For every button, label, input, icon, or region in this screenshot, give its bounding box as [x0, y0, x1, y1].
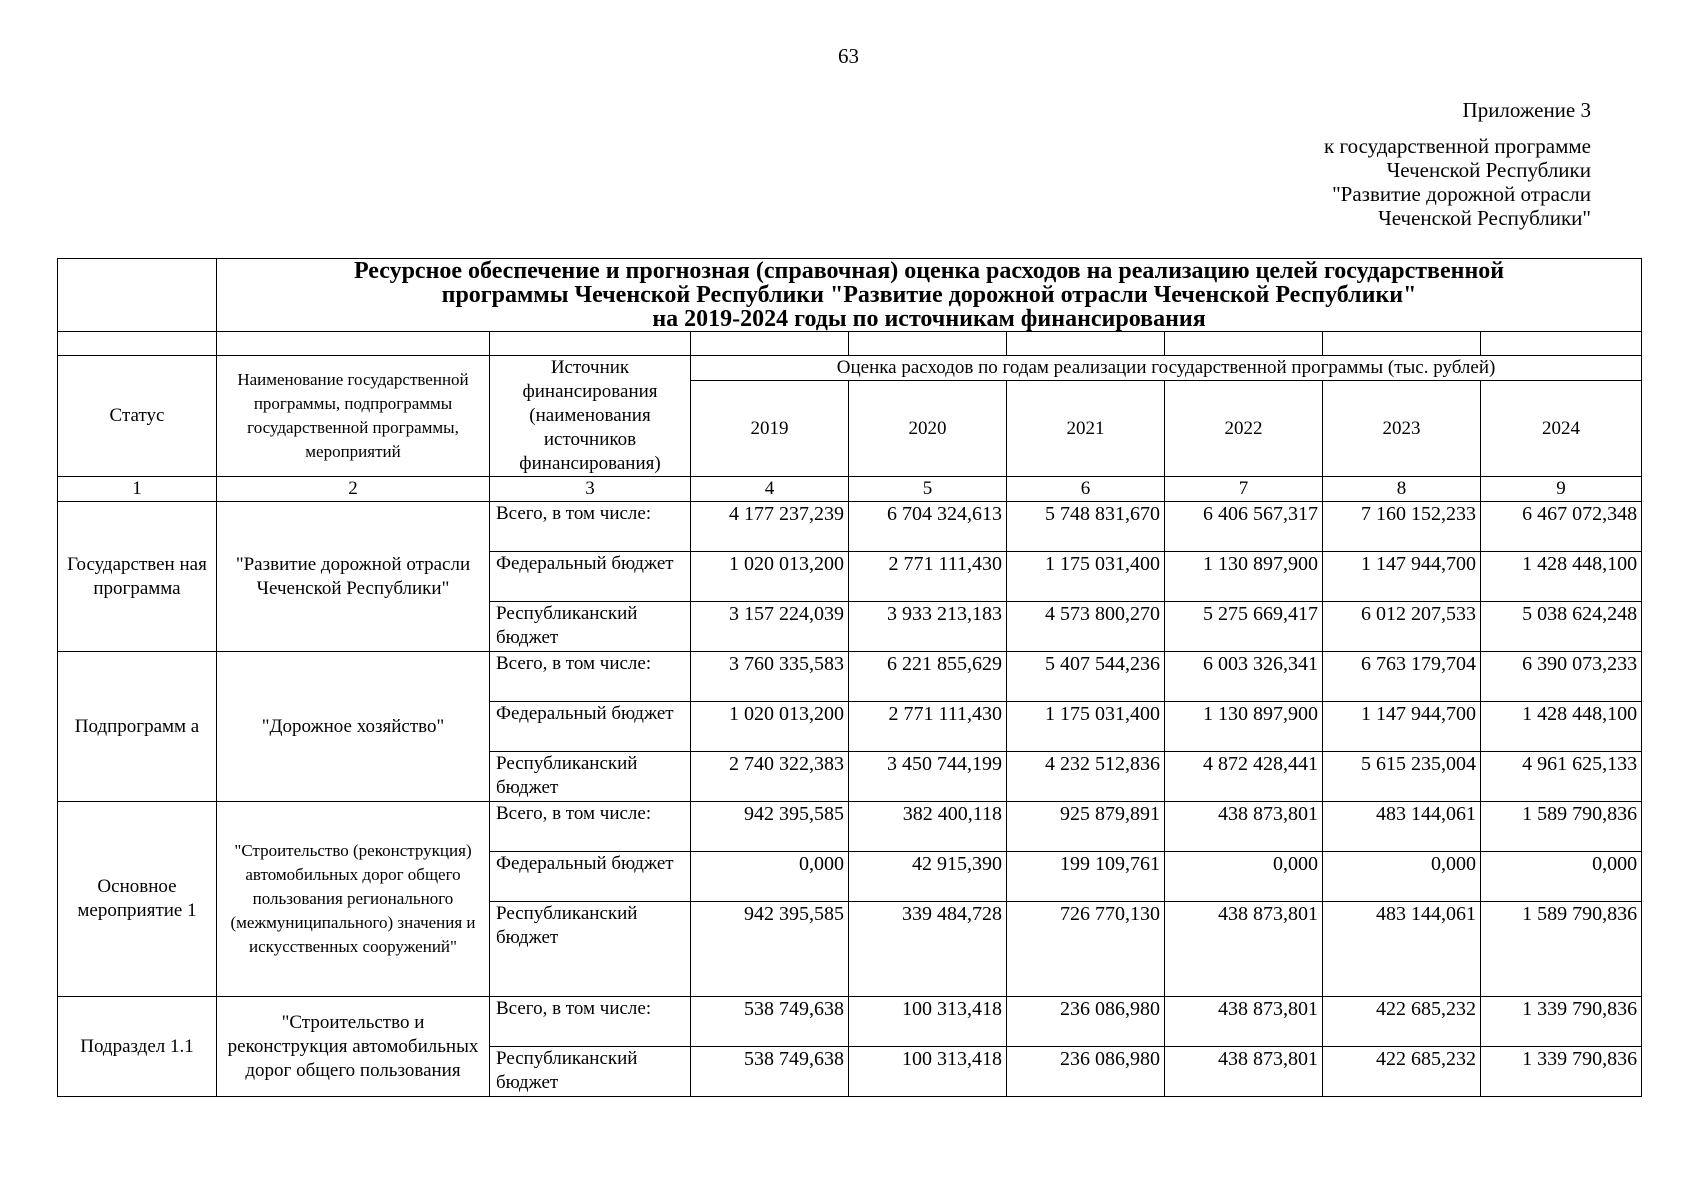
- empty-cell: [1165, 332, 1323, 356]
- column-number: 9: [1481, 477, 1642, 502]
- empty-cell: [1323, 332, 1481, 356]
- column-number: 4: [691, 477, 849, 502]
- source-cell: Республиканский бюджет: [490, 752, 691, 802]
- value-cell: 5 407 544,236: [1007, 652, 1165, 702]
- column-number-row: [58, 477, 1642, 502]
- value-cell: 438 873,801: [1165, 902, 1323, 997]
- empty-cell: [217, 332, 490, 356]
- table-row: [58, 652, 1642, 702]
- value-cell: 236 086,980: [1007, 1047, 1165, 1097]
- value-cell: 438 873,801: [1165, 1047, 1323, 1097]
- value-cell: 4 961 625,133: [1481, 752, 1642, 802]
- source-cell: Всего, в том числе:: [490, 802, 691, 852]
- value-cell: 6 704 324,613: [849, 502, 1007, 552]
- source-cell: Республиканский бюджет: [490, 902, 691, 997]
- value-cell: 7 160 152,233: [1323, 502, 1481, 552]
- value-cell: 1 147 944,700: [1323, 552, 1481, 602]
- source-cell: Всего, в том числе:: [490, 997, 691, 1047]
- empty-cell: [58, 259, 217, 332]
- value-cell: 1 589 790,836: [1481, 802, 1642, 852]
- program-name-cell: "Строительство (реконструкция) автомобильных дорог общего пользования регионального (межмуниципального) значения и искусственных сооружений": [217, 802, 490, 997]
- value-cell: 726 770,130: [1007, 902, 1165, 997]
- value-cell: 4 177 237,239: [691, 502, 849, 552]
- value-cell: 438 873,801: [1165, 997, 1323, 1047]
- table-row: [58, 502, 1642, 552]
- value-cell: 1 175 031,400: [1007, 702, 1165, 752]
- value-cell: 422 685,232: [1323, 997, 1481, 1047]
- table-title: [217, 259, 1642, 332]
- program-name-cell: "Строительство и реконструкция автомобильных дорог общего пользования: [217, 997, 490, 1097]
- value-cell: 6 003 326,341: [1165, 652, 1323, 702]
- value-cell: 42 915,390: [849, 852, 1007, 902]
- value-cell: 2 740 322,383: [691, 752, 849, 802]
- value-cell: 1 175 031,400: [1007, 552, 1165, 602]
- value-cell: 0,000: [1323, 852, 1481, 902]
- empty-cell: [58, 332, 217, 356]
- table-row: [58, 802, 1642, 852]
- header-year: 2024: [1481, 381, 1642, 477]
- value-cell: 1 147 944,700: [1323, 702, 1481, 752]
- value-cell: 1 020 013,200: [691, 552, 849, 602]
- appendix-line: "Развитие дорожной отрасли: [1332, 182, 1591, 206]
- value-cell: 0,000: [1481, 852, 1642, 902]
- value-cell: 5 615 235,004: [1323, 752, 1481, 802]
- empty-cell: [490, 332, 691, 356]
- table-title-line: на 2019-2024 годы по источникам финансирования: [652, 306, 1206, 332]
- appendix-block: [1324, 98, 1591, 230]
- value-cell: 5 275 669,417: [1165, 602, 1323, 652]
- appendix-line: Чеченской Республики: [1386, 158, 1591, 182]
- column-number: 8: [1323, 477, 1481, 502]
- page-number: 63: [838, 44, 859, 68]
- value-cell: 1 020 013,200: [691, 702, 849, 752]
- header-status: Статус: [58, 356, 217, 477]
- value-cell: 942 395,585: [691, 902, 849, 997]
- header-name: Наименование государственной программы, подпрограммы государственной программы, мероприятий: [217, 356, 490, 477]
- header-year: 2022: [1165, 381, 1323, 477]
- value-cell: 2 771 111,430: [849, 702, 1007, 752]
- value-cell: 4 232 512,836: [1007, 752, 1165, 802]
- value-cell: 3 760 335,583: [691, 652, 849, 702]
- header-row-1: [58, 356, 1642, 381]
- value-cell: 100 313,418: [849, 1047, 1007, 1097]
- value-cell: 0,000: [1165, 852, 1323, 902]
- value-cell: 2 771 111,430: [849, 552, 1007, 602]
- empty-cell: [849, 332, 1007, 356]
- source-cell: Республиканский бюджет: [490, 1047, 691, 1097]
- status-cell: Подпрограмм а: [58, 652, 217, 802]
- value-cell: 1 130 897,900: [1165, 552, 1323, 602]
- header-year: 2021: [1007, 381, 1165, 477]
- program-name-cell: "Дорожное хозяйство": [217, 652, 490, 802]
- header-year: 2019: [691, 381, 849, 477]
- title-row: [58, 259, 1642, 332]
- value-cell: 1 130 897,900: [1165, 702, 1323, 752]
- value-cell: 1 339 790,836: [1481, 997, 1642, 1047]
- status-cell: Государствен ная программа: [58, 502, 217, 652]
- value-cell: 6 221 855,629: [849, 652, 1007, 702]
- header-estimate: Оценка расходов по годам реализации государственной программы (тыс. рублей): [691, 356, 1642, 381]
- value-cell: 538 749,638: [691, 1047, 849, 1097]
- source-cell: Всего, в том числе:: [490, 502, 691, 552]
- value-cell: 1 428 448,100: [1481, 702, 1642, 752]
- table-title-line: программы Чеченской Республики "Развитие дорожной отрасли Чеченской Республики": [441, 282, 1417, 308]
- value-cell: 382 400,118: [849, 802, 1007, 852]
- column-number: 6: [1007, 477, 1165, 502]
- column-number: 2: [217, 477, 490, 502]
- value-cell: 1 589 790,836: [1481, 902, 1642, 997]
- value-cell: 3 157 224,039: [691, 602, 849, 652]
- value-cell: 199 109,761: [1007, 852, 1165, 902]
- value-cell: 6 012 207,533: [1323, 602, 1481, 652]
- value-cell: 100 313,418: [849, 997, 1007, 1047]
- value-cell: 4 872 428,441: [1165, 752, 1323, 802]
- value-cell: 538 749,638: [691, 997, 849, 1047]
- table-title-line: Ресурсное обеспечение и прогнозная (справочная) оценка расходов на реализацию целей государственной: [353, 258, 1505, 284]
- spacer-row: [58, 332, 1642, 356]
- header-source: Источник финансирования (наименования источников финансирования): [490, 356, 691, 477]
- value-cell: 6 406 567,317: [1165, 502, 1323, 552]
- source-cell: Федеральный бюджет: [490, 702, 691, 752]
- source-cell: Республиканский бюджет: [490, 602, 691, 652]
- status-cell: Подраздел 1.1: [58, 997, 217, 1097]
- value-cell: 5 038 624,248: [1481, 602, 1642, 652]
- value-cell: 942 395,585: [691, 802, 849, 852]
- value-cell: 1 428 448,100: [1481, 552, 1642, 602]
- value-cell: 236 086,980: [1007, 997, 1165, 1047]
- value-cell: 3 933 213,183: [849, 602, 1007, 652]
- value-cell: 6 467 072,348: [1481, 502, 1642, 552]
- empty-cell: [1481, 332, 1642, 356]
- value-cell: 4 573 800,270: [1007, 602, 1165, 652]
- value-cell: 5 748 831,670: [1007, 502, 1165, 552]
- column-number: 5: [849, 477, 1007, 502]
- value-cell: 483 144,061: [1323, 802, 1481, 852]
- table-row: [58, 997, 1642, 1047]
- source-cell: Федеральный бюджет: [490, 852, 691, 902]
- column-number: 3: [490, 477, 691, 502]
- appendix-line: к государственной программе: [1324, 134, 1591, 158]
- value-cell: 3 450 744,199: [849, 752, 1007, 802]
- value-cell: 6 390 073,233: [1481, 652, 1642, 702]
- value-cell: 339 484,728: [849, 902, 1007, 997]
- column-number: 7: [1165, 477, 1323, 502]
- value-cell: 1 339 790,836: [1481, 1047, 1642, 1097]
- empty-cell: [1007, 332, 1165, 356]
- value-cell: 6 763 179,704: [1323, 652, 1481, 702]
- column-number: 1: [58, 477, 217, 502]
- header-year: 2020: [849, 381, 1007, 477]
- header-year: 2023: [1323, 381, 1481, 477]
- status-cell: Основное мероприятие 1: [58, 802, 217, 997]
- appendix-title: Приложение 3: [1462, 98, 1591, 122]
- financing-table: [57, 258, 1642, 1097]
- source-cell: Всего, в том числе:: [490, 652, 691, 702]
- value-cell: 422 685,232: [1323, 1047, 1481, 1097]
- program-name-cell: "Развитие дорожной отрасли Чеченской Республики": [217, 502, 490, 652]
- value-cell: 925 879,891: [1007, 802, 1165, 852]
- value-cell: 0,000: [691, 852, 849, 902]
- value-cell: 483 144,061: [1323, 902, 1481, 997]
- empty-cell: [691, 332, 849, 356]
- appendix-line: Чеченской Республики": [1378, 206, 1591, 230]
- value-cell: 438 873,801: [1165, 802, 1323, 852]
- source-cell: Федеральный бюджет: [490, 552, 691, 602]
